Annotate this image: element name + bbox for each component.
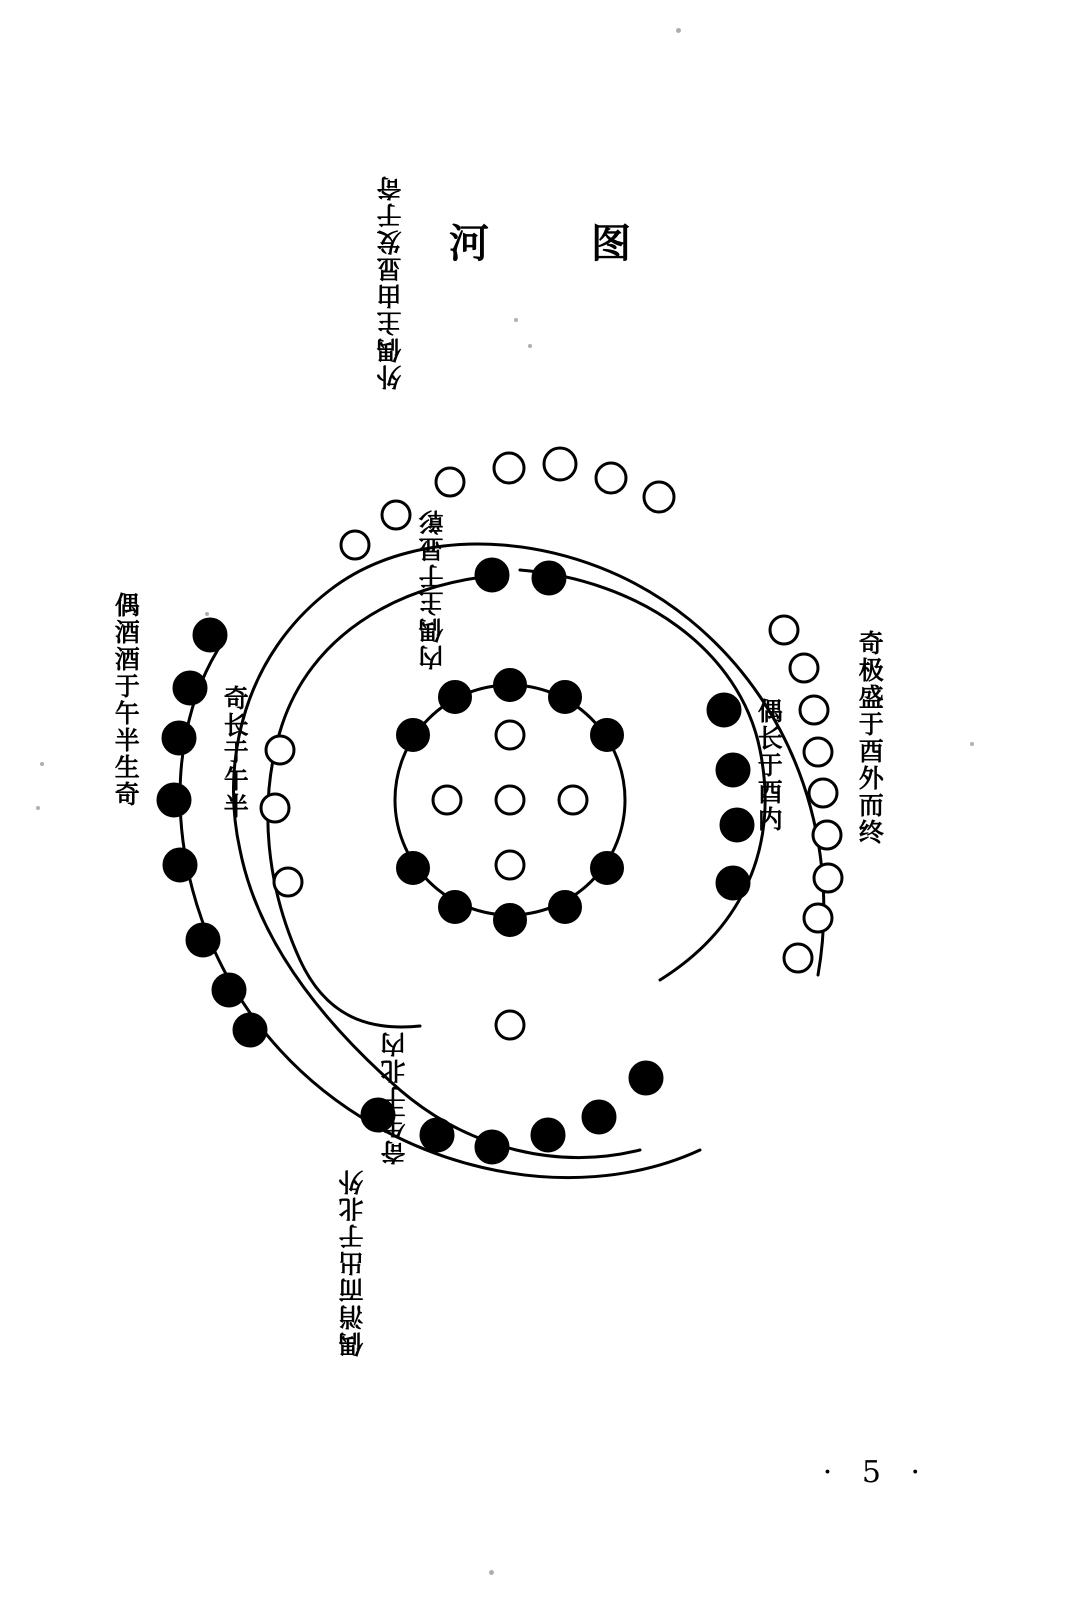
label-right-inner: 偶长于酉内	[754, 698, 784, 833]
top-white-arc-dots	[341, 448, 674, 559]
scan-speck	[36, 806, 40, 810]
label-bottom-inner: 奇生于北内	[380, 1030, 409, 1165]
center-white-dots	[433, 721, 587, 879]
middle-spiral-left	[268, 575, 500, 1027]
page-title: 河 图	[449, 220, 675, 267]
scan-speck	[205, 612, 209, 616]
scan-speck	[676, 28, 681, 33]
scan-speck	[528, 344, 532, 348]
label-bottom-outer: 偶消而出于北外	[338, 1168, 367, 1357]
label-left-outer: 偶酒酒于午半生奇	[111, 592, 141, 808]
hetu-diagram: 外偶主由显发于奇 内偶主于显彰 奇极盛于酉外而终 偶长于酉内 奇生于北内 偶消而出于北外 偶酒酒于午半生奇 奇长于午半	[0, 330, 1080, 1330]
outer-spiral-right	[233, 544, 823, 1157]
scan-speck	[40, 762, 44, 766]
scan-speck	[514, 318, 518, 322]
scan-speck	[489, 1570, 494, 1575]
top-black-pair-dots	[476, 559, 565, 594]
label-left-inner: 奇长于午半	[220, 685, 250, 820]
label-right-outer: 奇极盛于酉外而终	[855, 630, 885, 846]
label-top-inner: 内偶主于显彰	[418, 508, 447, 670]
inner-white-bottom-dot	[496, 1011, 524, 1039]
hetu-svg	[0, 330, 1080, 1330]
inner-white-left-dots	[261, 736, 302, 896]
right-black-chain-dots	[708, 694, 753, 899]
scan-speck	[970, 742, 974, 746]
left-black-chain-dots	[158, 619, 266, 1046]
page-number: · 5 ·	[822, 1455, 930, 1490]
